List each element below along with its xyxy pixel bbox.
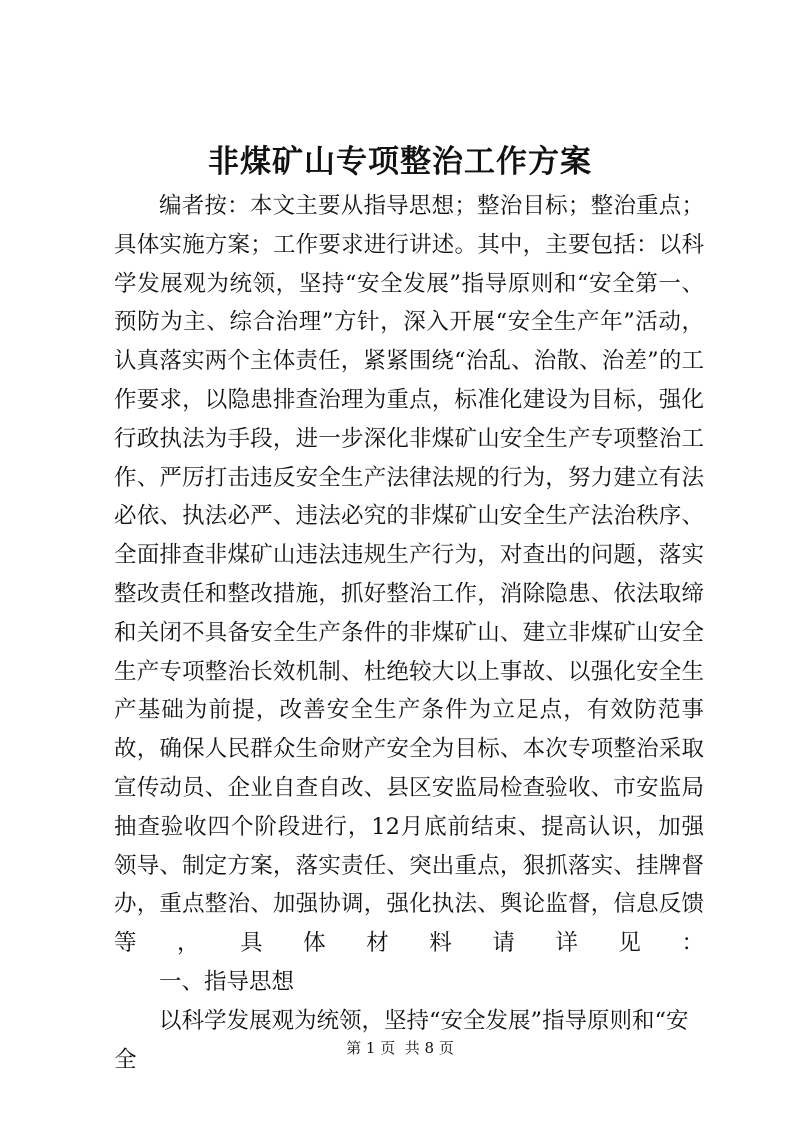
section-paragraph: 以科学发展观为统领，坚持“安全发展”指导原则和“安全: [114, 1007, 689, 1073]
document-title: 非煤矿山专项整治工作方案: [208, 144, 592, 180]
intro-paragraph: 编者按：本文主要从指导思想；整治目标；整治重点；具体实施方案；工作要求进行讲述。其中，主要包括：以科学发展观为统领，坚持“安全发展”指导原则和“安全第一、预防为主、综合治理”方针，深入开展“安全生产年”活动，认真落实两个主体责任，紧紧围绕“治乱、治散、治差”的工作要求，以隐患排查治理为重点，标准化建设为目标，强化行政执法为手段，进一步深化非煤矿山安全生产专项整治工作、严厉打击违反安全生产法律法规的行为，努力建立有法必依、执法必严、违法必究的非煤矿山安全生产法治秩序、全面排查非煤矿山违法违规生产行为，对查出的问题，落实整改责任和整改措施，抓好整治工作，消除隐患、依法取缔和关闭不具备安全生产条件的非煤矿山、建立非煤矿山安全生产专项整治长效机制、杜绝较大以上事故、以强化安全生产基础为前提，改善安全生产条件为立足点，有效防范事故，确保人民群众生命财产安全为目标、本次专项整治采取宣传动员、企业自查自改、县区安监局检查验收、市安监局抽查验收四个阶段进行，12月底前结束、提高认识，加强领导、制定方案，落实责任、突出重点，狠抓落实、挂牌督办，重点整治、加强协调，强化执法、舆论监督，信息反馈等，具体材料请详见：: [114, 193, 704, 957]
page-number: 第 1 页 共 8 页: [346, 1039, 454, 1057]
document-body: [114, 187, 704, 1079]
page-footer: [0, 1038, 800, 1058]
section-heading: 一、指导思想: [159, 968, 295, 995]
